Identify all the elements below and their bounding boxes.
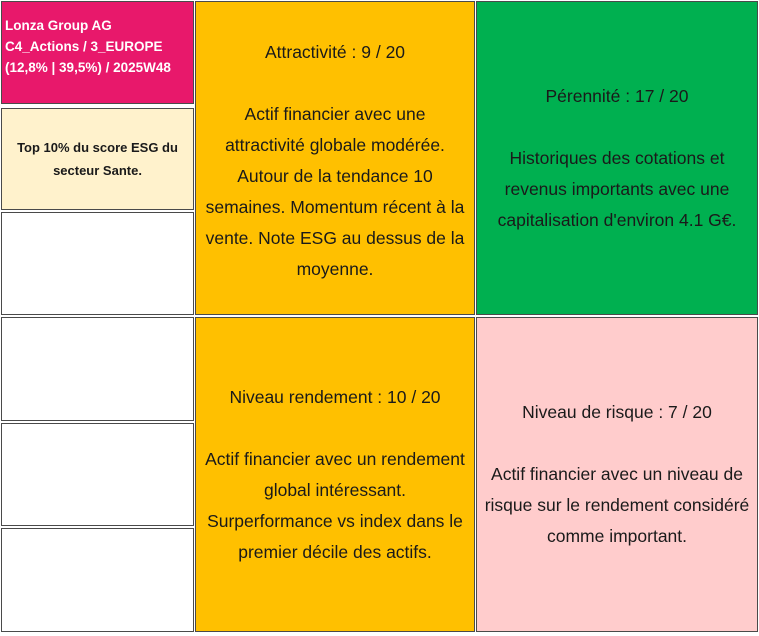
rendement-panel: [195, 317, 475, 632]
asset-category: C4_Actions / 3_EUROPE: [5, 39, 163, 54]
empty-cell-1: [1, 212, 194, 315]
asset-header: [1, 1, 194, 104]
risque-title: Niveau de risque : 7 / 20: [522, 402, 712, 422]
asset-name: Lonza Group AG: [5, 18, 112, 33]
attractivite-title: Attractivité : 9 / 20: [264, 42, 406, 62]
risque-description: Actif financier avec un niveau de risque sur le rendement considéré comme important.: [484, 464, 750, 546]
asset-stats: (12,8% | 39,5%) / 2025W48: [5, 60, 171, 75]
attractivite-description: Actif financier avec une attractivité globale modérée. Autour de la tendance 10 semaines. Momentum récent à la vente. Note ESG au dessus de la moyenne.: [205, 104, 465, 279]
esg-note-cell: [1, 108, 194, 210]
rendement-description: Actif financier avec un rendement global intéressant. Surperformance vs index dans le premier décile des actifs.: [205, 448, 465, 562]
perennite-description: Historiques des cotations et revenus importants avec une capitalisation d'environ 4.1 G€.: [497, 147, 737, 230]
rendement-title: Niveau rendement : 10 / 20: [229, 386, 441, 407]
perennite-panel: [476, 1, 758, 315]
empty-cell-3: [1, 423, 194, 526]
attractivite-panel: [195, 1, 475, 315]
esg-note: Top 10% du score ESG du secteur Sante.: [17, 140, 178, 178]
empty-cell-2: [1, 317, 194, 421]
perennite-title: Pérennité : 17 / 20: [545, 85, 689, 106]
risque-panel: [476, 317, 758, 632]
empty-cell-4: [1, 528, 194, 632]
